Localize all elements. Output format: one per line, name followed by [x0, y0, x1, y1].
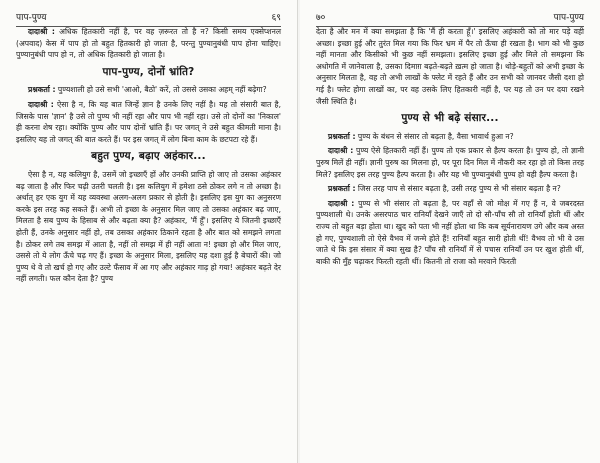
paragraph-text: पुण्य से भी संसार तो बढ़ता है, पर वहाँ से जो मोक्ष में गए हैं न, वे जबरदस्त पुण्यशाली थे। उनके असरपाठ चार रानियाँ देखने जाएँ तो दो सौ-पाँच सौ तो रानियाँ होती थीं और राज्य तो बहुत बड़ा होता था। खुद को पता भी नहीं होता था कि कब सूर्यनारायण उगे और कब अस्त हो गए, पुण्यशाली तो ऐसे वैभव में जन्मे होते हैं! रानियाँ बहुत सारी होती थीं! वैभव तो भी वे उस जाते थे कि इस संसार में क्या सुख है? पाँच सौ रानियाँ में से पचास रानियाँ उन पर खुश होती थीं, बाकी की मुँह चढ़ाकर फिरती रहती थीं। कितनी तो राजा को मरवाने फिरती: [316, 198, 585, 266]
right-running-title: पाप-पुण्य: [553, 13, 584, 23]
paragraph-text: पुण्यशाली हो उसे सभी 'आओ, बैठो' करें, तो उससे उसका अहम् नहीं बढ़ेगा?: [57, 85, 267, 95]
speaker-label: प्रश्नकर्ता :: [328, 131, 356, 141]
paragraph-text: ऐसा है न, कि यह बात जिन्हें ज्ञान है उनके लिए नहीं है। यह तो संसारी बात है, जिसके पास 'ज्ञान' है उसे तो पुण्य भी नहीं रहा और पाप भी नहीं रहा। उसे तो दोनों का 'निकाल' ही करना शेष रहा। क्योंकि पुण्य और पाप दोनों भ्रांति हैं। पर जगत् ने उसे बहुत कीमती माना है। इसलिए यह तो जगत् की बात करते हैं। पर इस जगत् में लोग बिना काम के छटपटा रहे हैं।: [16, 99, 281, 144]
right-page-number: ७०: [316, 13, 326, 23]
paragraph-text: पुण्य के बंधन से संसार तो बढ़ता है, वैसा भावार्थ हुआ न?: [357, 131, 514, 141]
right-running-header: [316, 8, 584, 27]
speaker-label: प्रश्नकर्ता :: [328, 184, 356, 194]
right-paragraph-2: [316, 131, 584, 143]
right-page: [300, 0, 600, 463]
left-page: [0, 0, 298, 463]
speaker-label: प्रश्नकर्ता :: [28, 85, 56, 95]
paragraph-text: पुण्य ऐसे हितकारी नहीं हैं। पुण्य तो एक प्रकार से हैल्प करता है। पुण्य हो, तो ज्ञानी पुरुष मिलें ही नहीं। ज्ञानी पुरुष का मिलना हो, पर पूरा दिन मिल में नौकरी कर रहा हो तो किस तरह मिले? इसलिए इस तरह पुण्य हैल्प करता है। और यह भी पुण्यानुबंधी पुण्य हो वही हैल्प करता है।: [316, 146, 584, 179]
paragraph-text: जिस तरह पाप से संसार बढ़ता है, उसी तरह पुण्य से भी संसार बढ़ता है न?: [357, 184, 561, 194]
speaker-label: दादाश्री :: [28, 99, 54, 109]
left-paragraph-2: [16, 84, 281, 96]
right-paragraph-5: [316, 198, 584, 268]
right-body: [316, 26, 584, 267]
left-paragraph-3: [16, 99, 281, 145]
right-paragraph-1: देता है और मन में क्या समझता है कि 'मैं ही करता हूँ।' इसलिए अहंकारी को तो मार पड़े वही अच्छा। इच्छा हुई और तुरंत मिल गया कि फिर भ्रम में पैर तो ऊँचा ही रखता है। भाग को भी कुछ नहीं मानता और किसीको भी कुछ नहीं समझता। इसलिए इच्छा हुई और मिले तो समझना कि अधोगति में जानेवाला है, उसका दिमाग़ बढ़ते-बढ़ते ख़त्म हो जाता है। थोड़े-बहुतों को अभी इच्छा के अनुसार मिलता है, वह तो अभी लाखों के फ्लेट में रहते हैं और उन सभी को जानवर जैसी दशा हो गई है। फ्लेट होगा लाखों का, पर वह उसके लिए हितकारी नहीं है, पर यह तो उन पर दया रखने जैसी स्थिति है।: [316, 27, 584, 106]
right-paragraph-3: [316, 145, 584, 180]
left-running-header: [16, 8, 281, 27]
section-heading-paap-punya: पाप-पुण्य, दोनों भ्रांति?: [102, 65, 195, 78]
speaker-label: दादाश्री :: [328, 146, 354, 156]
speaker-label: दादाश्री :: [28, 27, 55, 36]
right-paragraph-4: [316, 183, 584, 195]
left-running-title: पाप-पुण्य: [16, 13, 47, 23]
section-heading-ahankar: बहुत पुण्य, बढ़ाए अहंकार...: [91, 150, 206, 163]
speaker-label: दादाश्री :: [328, 198, 355, 208]
left-body: [16, 26, 281, 285]
paragraph-text: अधिक हितकारी नहीं है, पर वह ज़रूरत तो है न? किसी समय एक्सेप्शनल (अपवाद) केस में पाप हो तो बहुत हितकारी हो जाता है, परन्तु पुण्यानुबंधी पाप होना चाहिए। पुण्यानुबंधी पाप हो न, तो अधिक हितकारी हो जाता है।: [16, 27, 281, 60]
left-page-number: ६९: [271, 13, 281, 23]
left-paragraph-1: [16, 26, 281, 61]
left-paragraph-4: ऐसा है न, यह कलियुग है, उसमें जो इच्छाएँ हों और उनकी प्राप्ति हो जाए तो उसका अहंकार बढ़ जाता है और फिर चढ़ी उतरी चलती है। इस कलियुग में हमेशा ठसे ठोकर लगे न तो अच्छा है। अर्थात् हर एक युग में यह व्यवस्था अलग-अलग प्रकार से होती है। इसलिए इस युग का अनुसरण करके इस तरह कह सकते हैं। अभी तो इच्छा के अनुसार मिल जाए तो उसका अहंकार बढ़ जाए, मिलता है सब पुण्य के हिसाब से और बढ़ता क्या है? अहंकार, 'मैं हूँ'। इसलिए ये जितनी इच्छाएँ होती हैं, उनके अनुसार नहीं हो, तब उसका अहंकार ठिकाने रहता है और बात को समझने लगता है। ठोकर लगे तब समझ में आता है, नहीं तो समझ में ही नहीं आता न! इच्छा हो और मिल जाए, उससे तो ये लोग ऊँचे चढ़ गए हैं। इच्छा के अनुसार मिला, इसलिए यह दशा हुई है बेचारों की। जो पुण्य थे वे तो खर्च हो गए और उल्टे फँसाव में आ गए और अहंकार गाढ़ हो गया! अहंकार बढ़ते देर नहीं लगती। फल कौन देता है? पुण्य: [16, 169, 281, 284]
section-heading-sansar: पुण्य से भी बढ़े संसार...: [401, 112, 499, 125]
